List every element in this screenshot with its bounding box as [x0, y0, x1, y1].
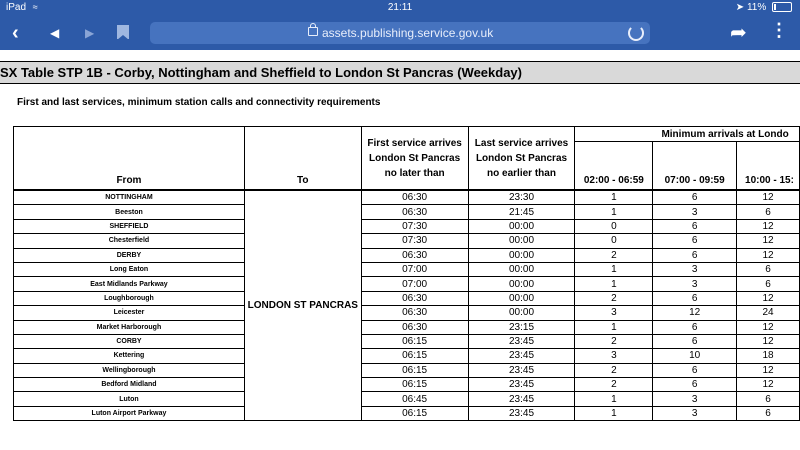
- last-service-cell: 23:15: [468, 320, 575, 334]
- from-station-cell: CORBY: [14, 334, 245, 348]
- first-service-cell: 07:30: [361, 219, 468, 233]
- from-station-cell: Long Eaton: [14, 262, 245, 276]
- first-service-cell: 06:30: [361, 205, 468, 219]
- from-station-cell: Luton Airport Parkway: [14, 406, 245, 420]
- band3-cell: 12: [737, 334, 800, 348]
- first-service-cell: 06:15: [361, 334, 468, 348]
- table-row: [14, 363, 800, 377]
- band3-cell: 6: [737, 205, 800, 219]
- table-row: [14, 320, 800, 334]
- from-header: From: [14, 127, 245, 191]
- band1-cell: 1: [575, 205, 653, 219]
- table-row: [14, 291, 800, 305]
- first-service-header: First service arrives London St Pancras no later than: [361, 127, 468, 191]
- from-station-cell: Bedford Midland: [14, 378, 245, 392]
- band2-cell: 6: [653, 190, 737, 205]
- table-row: [14, 378, 800, 392]
- first-service-cell: 07:30: [361, 234, 468, 248]
- last-service-cell: 23:45: [468, 378, 575, 392]
- band1-cell: 0: [575, 219, 653, 233]
- band1-cell: 1: [575, 392, 653, 406]
- band3-cell: 12: [737, 378, 800, 392]
- wifi-icon: ≈: [32, 2, 38, 12]
- band2-cell: 3: [653, 205, 737, 219]
- document-subtitle: First and last services, minimum station calls and connectivity requirements: [17, 97, 381, 108]
- from-station-cell: Beeston: [14, 205, 245, 219]
- timetable: [13, 126, 800, 421]
- first-service-cell: 06:15: [361, 378, 468, 392]
- band1-cell: 1: [575, 277, 653, 291]
- destination-cell: LONDON ST PANCRAS: [244, 190, 361, 421]
- battery-icon: [772, 2, 792, 12]
- from-station-cell: Leicester: [14, 306, 245, 320]
- table-row: [14, 349, 800, 363]
- band3-cell: 12: [737, 248, 800, 262]
- band2-cell: 6: [653, 291, 737, 305]
- band3-cell: 12: [737, 234, 800, 248]
- band1-cell: 2: [575, 363, 653, 377]
- share-icon[interactable]: ➦: [730, 22, 747, 44]
- lock-icon: [308, 27, 318, 36]
- from-station-cell: Wellingborough: [14, 363, 245, 377]
- last-service-header: Last service arrives London St Pancras no earlier than: [468, 127, 575, 191]
- last-service-cell: 00:00: [468, 219, 575, 233]
- last-service-cell: 21:45: [468, 205, 575, 219]
- table-row: [14, 219, 800, 233]
- last-service-cell: 23:45: [468, 334, 575, 348]
- last-service-cell: 23:45: [468, 392, 575, 406]
- band3-cell: 18: [737, 349, 800, 363]
- last-service-cell: 23:45: [468, 349, 575, 363]
- band2-cell: 3: [653, 262, 737, 276]
- band1-cell: 2: [575, 291, 653, 305]
- first-service-cell: 06:30: [361, 320, 468, 334]
- from-station-cell: Loughborough: [14, 291, 245, 305]
- band-header-3: 10:00 - 15:: [737, 142, 800, 191]
- band3-cell: 12: [737, 190, 800, 205]
- minimum-arrivals-header: Minimum arrivals at Londo: [575, 127, 800, 142]
- table-row: [14, 190, 800, 205]
- last-service-cell: 00:00: [468, 306, 575, 320]
- band3-cell: 12: [737, 320, 800, 334]
- table-row: [14, 306, 800, 320]
- status-right: [736, 2, 792, 13]
- first-service-cell: 07:00: [361, 277, 468, 291]
- band2-cell: 6: [653, 248, 737, 262]
- band3-cell: 12: [737, 363, 800, 377]
- last-service-cell: 23:30: [468, 190, 575, 205]
- location-icon: ➤: [735, 2, 745, 13]
- band2-cell: 6: [653, 378, 737, 392]
- band1-cell: 3: [575, 306, 653, 320]
- address-bar[interactable]: [150, 22, 650, 44]
- battery-percent: 11%: [746, 2, 767, 13]
- bookmark-icon[interactable]: [117, 25, 129, 39]
- last-service-cell: 00:00: [468, 262, 575, 276]
- band2-cell: 3: [653, 392, 737, 406]
- band1-cell: 1: [575, 320, 653, 334]
- status-time: 21:11: [387, 2, 413, 13]
- from-station-cell: SHEFFIELD: [14, 219, 245, 233]
- first-service-cell: 06:30: [361, 291, 468, 305]
- band1-cell: 0: [575, 234, 653, 248]
- band3-cell: 6: [737, 277, 800, 291]
- band2-cell: 6: [653, 363, 737, 377]
- band3-cell: 12: [737, 291, 800, 305]
- table-row: [14, 248, 800, 262]
- band3-cell: 24: [737, 306, 800, 320]
- last-service-cell: 00:00: [468, 291, 575, 305]
- band2-cell: 3: [653, 406, 737, 420]
- from-station-cell: Luton: [14, 392, 245, 406]
- band2-cell: 3: [653, 277, 737, 291]
- last-service-cell: 23:45: [468, 363, 575, 377]
- band3-cell: 6: [737, 262, 800, 276]
- last-service-cell: 00:00: [468, 234, 575, 248]
- last-service-cell: 23:45: [468, 406, 575, 420]
- first-service-cell: 06:45: [361, 392, 468, 406]
- band-header-2: 07:00 - 09:59: [653, 142, 737, 191]
- band1-cell: 2: [575, 248, 653, 262]
- band-header-1: 02:00 - 06:59: [575, 142, 653, 191]
- last-service-cell: 00:00: [468, 277, 575, 291]
- table-row: [14, 205, 800, 219]
- band2-cell: 6: [653, 219, 737, 233]
- reload-icon[interactable]: [628, 25, 644, 41]
- status-left: [6, 2, 38, 13]
- back-chevron-icon[interactable]: ‹: [12, 22, 19, 44]
- document-title: SX Table STP 1B - Corby, Nottingham and Sheffield to London St Pancras (Weekday): [0, 61, 800, 84]
- first-service-cell: 07:00: [361, 262, 468, 276]
- from-station-cell: Chesterfield: [14, 234, 245, 248]
- first-service-cell: 06:30: [361, 248, 468, 262]
- band2-cell: 6: [653, 334, 737, 348]
- from-station-cell: East Midlands Parkway: [14, 277, 245, 291]
- more-icon[interactable]: ⋮: [770, 20, 788, 40]
- back-arrow-icon[interactable]: ◀: [50, 26, 60, 40]
- first-service-cell: 06:30: [361, 306, 468, 320]
- band1-cell: 2: [575, 334, 653, 348]
- to-header: To: [244, 127, 361, 191]
- from-station-cell: NOTTINGHAM: [14, 190, 245, 205]
- table-row: [14, 262, 800, 276]
- band1-cell: 1: [575, 262, 653, 276]
- table-row: [14, 234, 800, 248]
- table-row: [14, 392, 800, 406]
- from-station-cell: Kettering: [14, 349, 245, 363]
- band2-cell: 6: [653, 320, 737, 334]
- last-service-cell: 00:00: [468, 248, 575, 262]
- table-row: [14, 277, 800, 291]
- first-service-cell: 06:30: [361, 190, 468, 205]
- table-row: [14, 406, 800, 420]
- band2-cell: 6: [653, 234, 737, 248]
- table-row: [14, 334, 800, 348]
- first-service-cell: 06:15: [361, 349, 468, 363]
- from-station-cell: DERBY: [14, 248, 245, 262]
- band2-cell: 12: [653, 306, 737, 320]
- status-bar: [0, 0, 800, 16]
- band3-cell: 12: [737, 219, 800, 233]
- band1-cell: 1: [575, 406, 653, 420]
- from-station-cell: Market Harborough: [14, 320, 245, 334]
- first-service-cell: 06:15: [361, 406, 468, 420]
- first-service-cell: 06:15: [361, 363, 468, 377]
- band2-cell: 10: [653, 349, 737, 363]
- timetable-body: [14, 190, 800, 421]
- band3-cell: 6: [737, 406, 800, 420]
- band3-cell: 6: [737, 392, 800, 406]
- band1-cell: 3: [575, 349, 653, 363]
- url-text: assets.publishing.service.gov.uk: [322, 26, 494, 40]
- forward-arrow-icon[interactable]: ▶: [85, 26, 95, 40]
- band1-cell: 1: [575, 190, 653, 205]
- browser-chrome: [0, 0, 800, 50]
- band1-cell: 2: [575, 378, 653, 392]
- device-name: iPad: [6, 2, 27, 13]
